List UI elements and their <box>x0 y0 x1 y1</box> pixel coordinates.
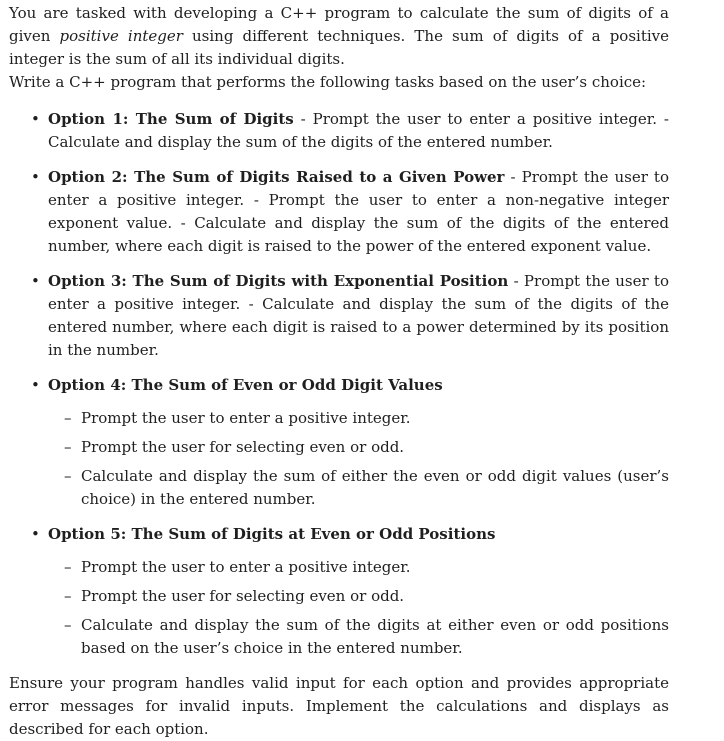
option-5-sublist <box>48 556 669 660</box>
intro-italic: positive integer <box>59 27 183 45</box>
dash-icon: – <box>64 616 72 634</box>
dash-icon: – <box>64 409 72 427</box>
list-item <box>48 407 669 430</box>
list-item-text: Prompt the user for selecting even or odd. <box>81 438 405 456</box>
option-2-body: - Prompt the user to enter a positive integer. - Prompt the user to enter a non-negative integer exponent value. - Calculate and display the sum of the digits of the entered number, where each digit is raised to the power of the entered exponent value. <box>48 168 669 255</box>
intro-paragraph <box>9 2 669 71</box>
option-4 <box>9 374 669 511</box>
list-item-text: Prompt the user to enter a positive integer. <box>81 409 411 427</box>
list-item <box>48 436 669 459</box>
dash-icon: – <box>64 467 72 485</box>
list-item-text: Calculate and display the sum of either the even or odd digit values (user’s choice) in the entered number. <box>81 467 669 508</box>
dash-icon: – <box>64 587 72 605</box>
option-3-title: Option 3: The Sum of Digits with Exponential Position <box>48 272 509 290</box>
document <box>9 2 669 741</box>
closing-paragraph: Ensure your program handles valid input for each option and provides appropriate error messages for invalid inputs. Implement the calculations and displays as described for each option. <box>9 674 669 738</box>
dash-icon: – <box>64 558 72 576</box>
list-item <box>48 585 669 608</box>
bullet-icon: • <box>31 168 40 186</box>
option-5 <box>9 523 669 660</box>
list-item-text: Prompt the user for selecting even or odd. <box>81 587 405 605</box>
options-list <box>9 108 669 660</box>
option-3 <box>9 270 669 362</box>
option-1-title: Option 1: The Sum of Digits <box>48 110 294 128</box>
intro-text-b: using different techniques. The sum of digits of a positive integer is the sum of all its individual digits. <box>9 27 669 68</box>
option-4-sublist <box>48 407 669 511</box>
bullet-icon: • <box>31 272 40 290</box>
option-3-body: - Prompt the user to enter a positive integer. - Calculate and display the sum of the digits of the entered number, where each digit is raised to a power determined by its position in the number. <box>48 272 669 359</box>
list-item <box>48 465 669 511</box>
list-item-text: Calculate and display the sum of the digits at either even or odd positions based on the user’s choice in the entered number. <box>81 616 669 657</box>
bullet-icon: • <box>31 110 40 128</box>
list-item-text: Prompt the user to enter a positive integer. <box>81 558 411 576</box>
intro-text-a: You are tasked with developing a C++ program to calculate the sum of digits of a given <box>9 4 669 45</box>
dash-icon: – <box>64 438 72 456</box>
bullet-icon: • <box>31 525 40 543</box>
option-4-title: Option 4: The Sum of Even or Odd Digit Values <box>48 376 443 394</box>
write-line: Write a C++ program that performs the following tasks based on the user’s choice: <box>9 73 647 91</box>
bullet-icon: • <box>31 376 40 394</box>
option-5-title: Option 5: The Sum of Digits at Even or Odd Positions <box>48 525 496 543</box>
option-2-title: Option 2: The Sum of Digits Raised to a Given Power <box>48 168 505 186</box>
list-item <box>48 614 669 660</box>
option-1-body: - Prompt the user to enter a positive integer. - Calculate and display the sum of the digits of the entered number. <box>48 110 669 151</box>
list-item <box>48 556 669 579</box>
option-1 <box>9 108 669 154</box>
option-2 <box>9 166 669 258</box>
